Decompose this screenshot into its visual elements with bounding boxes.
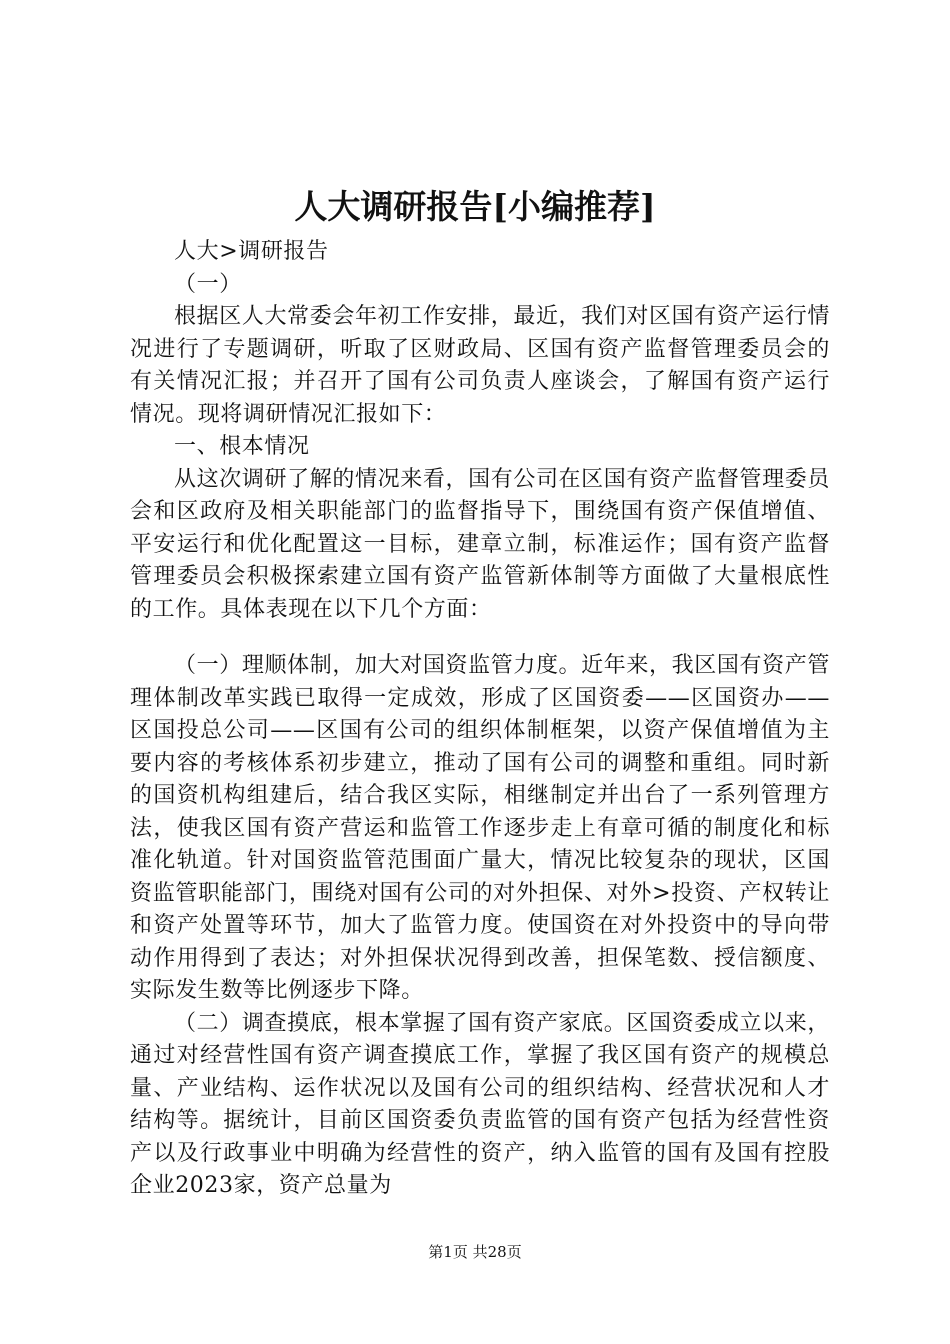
paragraph-point-2: （二）调查摸底，根本掌握了国有资产家底。区国资委成立以来，通过对经营性国有资产调查摸底工作，掌握了我区国有资产的规模总量、产业结构、运作状况以及国有公司的组织结构、经营状况和人才结构等。据统计，目前区国资委负责监管的国有资产包括为经营性资产以及行政事业中明确为经营性的资产，纳入监管的国有及国有控股企业2023家，资产总量为 (130, 1010, 830, 1198)
page-number-footer: 第1页 共28页 (428, 1243, 522, 1261)
section-heading: 一、根本情况 (174, 434, 310, 459)
paragraph-spacer (130, 626, 830, 650)
document-title: 人大调研报告[小编推荐] (294, 187, 656, 226)
paragraph-section-marker: （一） (174, 271, 242, 297)
paragraph-subtitle: 人大>调研报告 (174, 239, 329, 264)
paragraph-intro: 根据区人大常委会年初工作安排，最近，我们对区国有资产运行情况进行了专题调研，听取了区财政局、区国有资产监督管理委员会的有关情况汇报；并召开了国有公司负责人座谈会，了解国有资产运行情况。现将调研情况汇报如下： (130, 304, 830, 427)
paragraph-overview: 从这次调研了解的情况来看，国有公司在区国有资产监督管理委员会和区政府及相关职能部门的监督指导下，围绕国有资产保值增值、平安运行和优化配置这一目标，建章立制，标准运作；国有资产监督管理委员会积极探索建立国有资产监管新体制等方面做了大量根底性的工作。具体表现在以下几个方面： (130, 466, 830, 622)
paragraph-point-1: （一）理顺体制，加大对国资监管力度。近年来，我区国有资产管理体制改革实践已取得一定成效，形成了区国资委——区国资办——区国投总公司——区国有公司的组织体制框架，以资产保值增值为主要内容的考核体系初步建立，推动了国有公司的调整和重组。同时新的国资机构组建后，结合我区实际，相继制定并出台了一系列管理方法，使我区国有资产营运和监管工作逐步走上有章可循的制度化和标准化轨道。针对国资监管范围面广量大，情况比较复杂的现状，区国资监管职能部门，围绕对国有公司的对外担保、对外>投资、产权转让和资产处置等环节，加大了监管力度。使国资在对外投资中的导向带动作用得到了表达；对外担保状况得到改善，担保笔数、授信额度、实际发生数等比例逐步下降。 (130, 653, 830, 1003)
document-body (130, 236, 830, 1203)
